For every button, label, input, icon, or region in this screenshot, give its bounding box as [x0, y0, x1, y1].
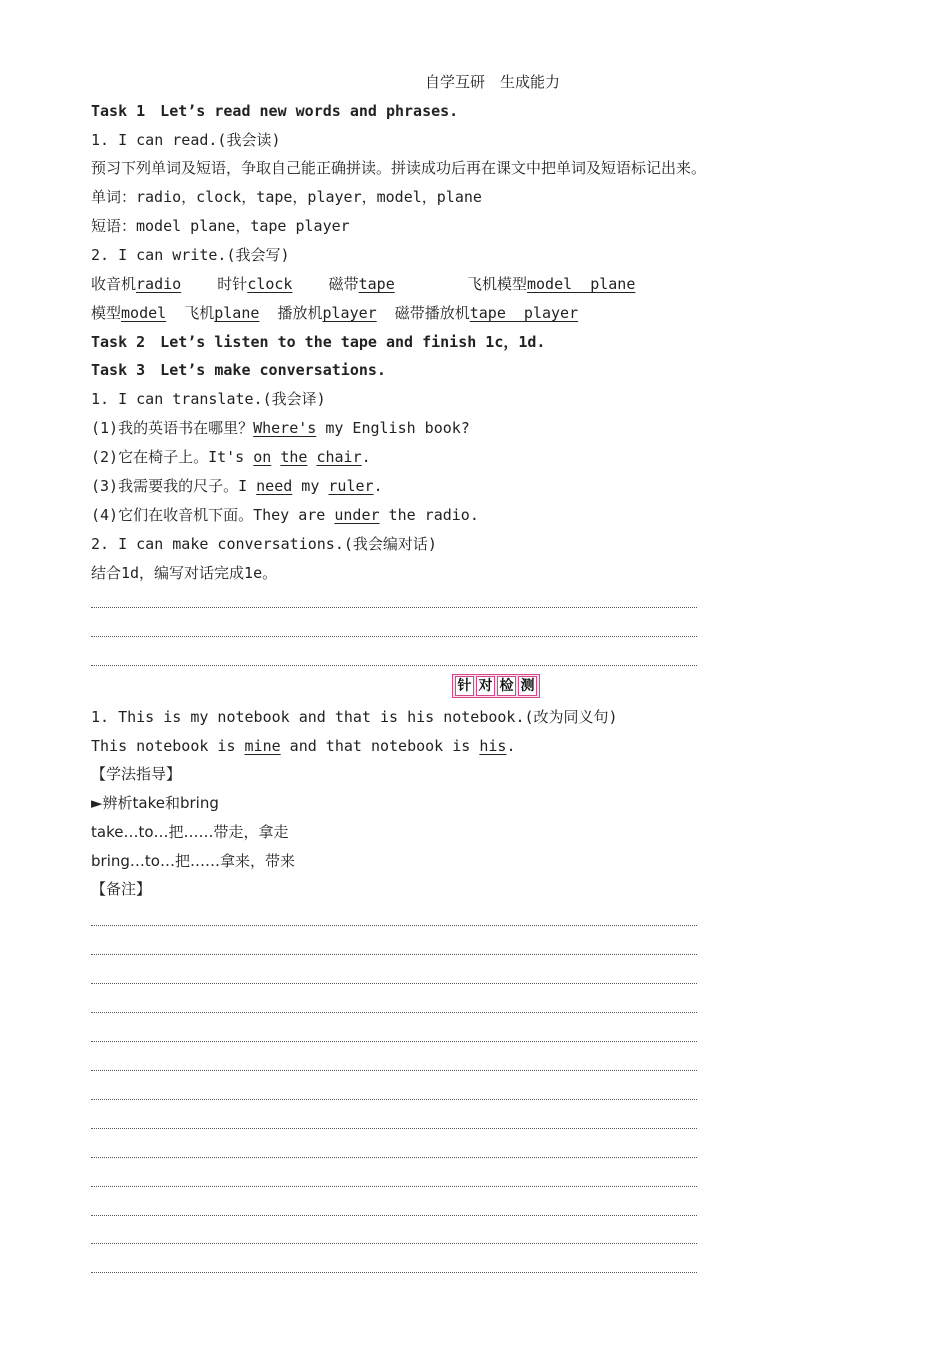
sentence-text: .	[361, 448, 371, 466]
check-section-stamp	[452, 674, 540, 698]
write-cn: 磁带播放机	[394, 304, 470, 322]
take-usage: take…to…把……带走，拿走	[91, 823, 289, 841]
write-answer: tape player	[469, 304, 579, 322]
notes-line	[91, 1215, 697, 1216]
sentence-text: .	[506, 737, 516, 755]
sentence-text: (1)我的英语书在哪里？	[91, 419, 254, 437]
stamp-char: 检	[497, 676, 516, 696]
write-answer: model	[121, 304, 167, 322]
answer-blank: the	[280, 448, 308, 466]
sentence-text: (2)它在椅子上。It's	[91, 448, 254, 466]
check-answer-1	[91, 736, 515, 756]
sentence-text: my English book?	[316, 419, 470, 437]
answer-blank: mine	[244, 737, 281, 755]
task1-instruction: 预习下列单词及短语，争取自己能正确拼读。拼读成功后再在课文中把单词及短语标记出来。	[91, 159, 707, 177]
notes-line	[91, 1157, 697, 1158]
notes-line	[91, 1070, 697, 1071]
answer-blank: need	[256, 477, 293, 495]
answer-blank: his	[479, 737, 507, 755]
translate-sentence-4	[91, 505, 479, 525]
translate-sentence-2	[91, 447, 371, 467]
write-answer: player	[322, 304, 377, 322]
notes-line	[91, 1041, 697, 1042]
write-answer: clock	[247, 275, 293, 293]
notes-line	[91, 1272, 697, 1273]
answer-blank: under	[334, 506, 380, 524]
task3-item2: 2. I can make conversations.(我会编对话)	[91, 535, 437, 553]
write-answer: plane	[214, 304, 260, 322]
phrase-list: 短语：model plane，tape player	[91, 217, 350, 235]
write-cn: 磁带	[328, 275, 359, 293]
task3-instruction: 结合1d，编写对话完成1e。	[91, 564, 278, 582]
sentence-text: (3)我需要我的尺子。I	[91, 477, 257, 495]
answer-line	[91, 665, 697, 666]
stamp-char: 针	[455, 676, 474, 696]
guide-title: 【学法指导】	[91, 765, 182, 783]
write-row-1	[91, 274, 635, 294]
task3-title: Task 3 Let’s make conversations.	[91, 361, 386, 379]
write-cn: 收音机	[91, 275, 137, 293]
write-answer: model plane	[527, 275, 636, 293]
notes-line	[91, 1186, 697, 1187]
task3-item1: 1. I can translate.(我会译)	[91, 390, 326, 408]
notes-line	[91, 1243, 697, 1244]
answer-line	[91, 607, 697, 608]
write-answer: radio	[136, 275, 182, 293]
write-cn: 飞机模型	[466, 275, 527, 293]
task2-title: Task 2 Let’s listen to the tape and finish 1c，1d.	[91, 333, 546, 351]
answer-blank: chair	[316, 448, 362, 466]
notes-line	[91, 925, 697, 926]
notes-line	[91, 1012, 697, 1013]
task1-item2: 2. I can write.(我会写)	[91, 246, 290, 264]
sentence-text: and that notebook is	[280, 737, 480, 755]
translate-sentence-1	[91, 418, 470, 438]
guide-heading: ►辨析take和bring	[91, 794, 219, 812]
answer-line	[91, 636, 697, 637]
notes-line	[91, 954, 697, 955]
notes-line	[91, 1099, 697, 1100]
task1-title: Task 1 Let’s read new words and phrases.	[91, 102, 459, 120]
notes-line	[91, 1128, 697, 1129]
answer-blank: Where's	[253, 419, 317, 437]
answer-blank: on	[253, 448, 272, 466]
notes-title: 【备注】	[91, 880, 152, 898]
write-answer: tape	[358, 275, 395, 293]
check-question-1: 1. This is my notebook and that is his notebook.(改为同义句)	[91, 708, 618, 726]
write-cn: 时针	[217, 275, 248, 293]
sentence-text: my	[292, 477, 329, 495]
translate-sentence-3	[91, 476, 383, 496]
answer-blank: ruler	[328, 477, 374, 495]
task1-item1: 1. I can read.(我会读)	[91, 131, 281, 149]
stamp-char: 测	[518, 676, 537, 696]
section-header: 自学互研 生成能力	[424, 73, 560, 91]
stamp-char: 对	[476, 676, 495, 696]
sentence-text: (4)它们在收音机下面。They are	[91, 506, 335, 524]
sentence-text: .	[373, 477, 383, 495]
sentence-text: the radio.	[379, 506, 479, 524]
write-cn: 飞机	[184, 304, 215, 322]
write-cn: 播放机	[277, 304, 323, 322]
notes-line	[91, 983, 697, 984]
sentence-text: This notebook is	[91, 737, 245, 755]
write-cn: 模型	[91, 304, 122, 322]
write-row-2	[91, 303, 578, 323]
bring-usage: bring…to…把……拿来，带来	[91, 852, 295, 870]
word-list: 单词：radio，clock，tape，player，model，plane	[91, 188, 482, 206]
